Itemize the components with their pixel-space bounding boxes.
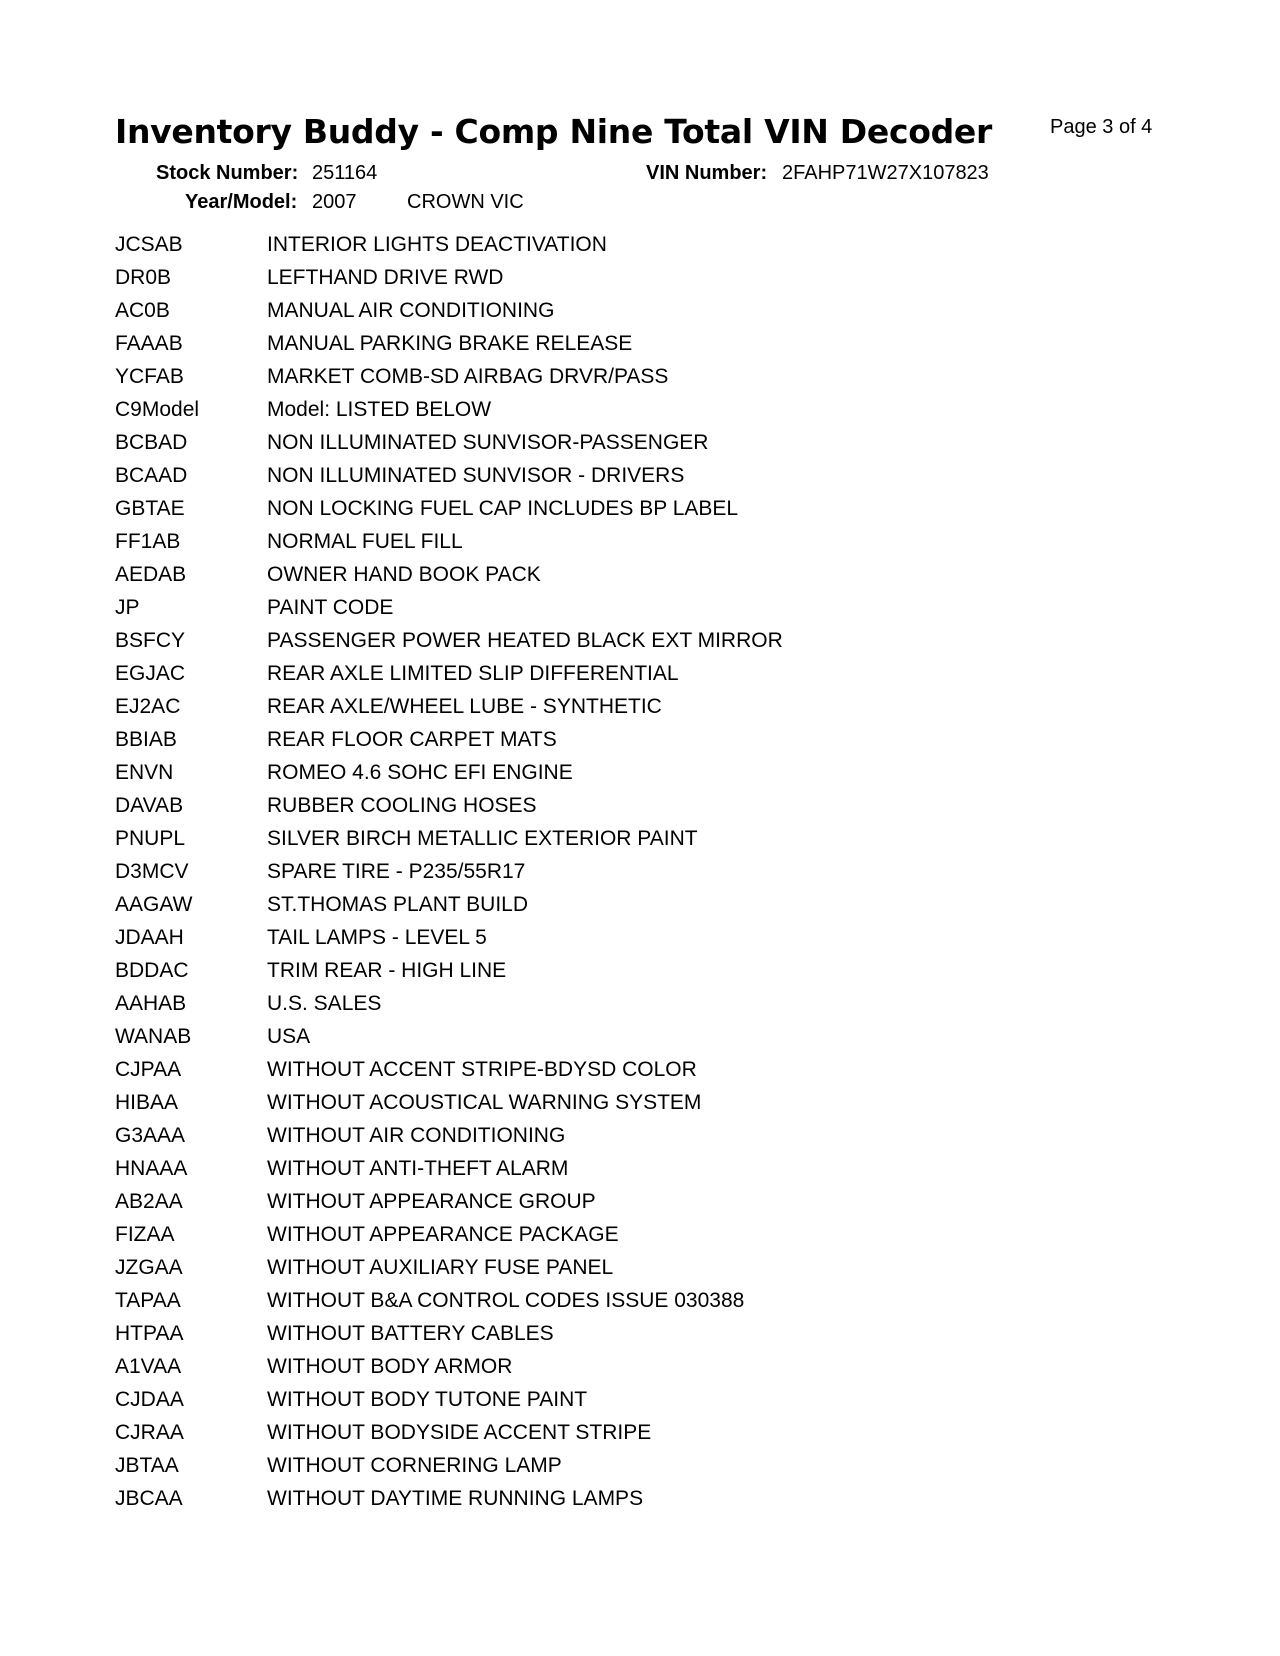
list-item bbox=[115, 723, 783, 756]
option-code: GBTAE bbox=[115, 496, 185, 520]
list-item bbox=[115, 1416, 783, 1449]
option-description: PAINT CODE bbox=[267, 595, 394, 619]
option-code: JCSAB bbox=[115, 232, 183, 256]
list-item bbox=[115, 888, 783, 921]
list-item bbox=[115, 459, 783, 492]
option-code: PNUPL bbox=[115, 826, 186, 850]
option-code: AC0B bbox=[115, 298, 170, 322]
option-code: WANAB bbox=[115, 1024, 192, 1048]
option-description: TRIM REAR - HIGH LINE bbox=[267, 958, 507, 982]
list-item bbox=[115, 1152, 783, 1185]
list-item bbox=[115, 1119, 783, 1152]
option-code: FF1AB bbox=[115, 529, 181, 553]
option-description: NON ILLUMINATED SUNVISOR - DRIVERS bbox=[267, 463, 685, 487]
option-description: WITHOUT BODYSIDE ACCENT STRIPE bbox=[267, 1420, 652, 1444]
list-item bbox=[115, 228, 783, 261]
list-item bbox=[115, 294, 783, 327]
option-code: C9Model bbox=[115, 397, 200, 421]
list-item bbox=[115, 1284, 783, 1317]
option-code-list bbox=[115, 228, 783, 1515]
option-description: OWNER HAND BOOK PACK bbox=[267, 562, 541, 586]
list-item bbox=[115, 558, 783, 591]
option-code: BCBAD bbox=[115, 430, 188, 454]
option-description: NON LOCKING FUEL CAP INCLUDES BP LABEL bbox=[267, 496, 739, 520]
option-code: HNAAA bbox=[115, 1156, 188, 1180]
option-description: REAR AXLE LIMITED SLIP DIFFERENTIAL bbox=[267, 661, 679, 685]
option-description: WITHOUT AIR CONDITIONING bbox=[267, 1123, 566, 1147]
list-item bbox=[115, 591, 783, 624]
list-item bbox=[115, 1020, 783, 1053]
option-code: JP bbox=[115, 595, 140, 619]
stock-number-value: 251164 bbox=[312, 162, 378, 184]
list-item bbox=[115, 1383, 783, 1416]
list-item bbox=[115, 756, 783, 789]
option-code: A1VAA bbox=[115, 1354, 182, 1378]
option-code: AAHAB bbox=[115, 991, 187, 1015]
list-item bbox=[115, 1086, 783, 1119]
option-code: HTPAA bbox=[115, 1321, 184, 1345]
year-value: 2007 bbox=[312, 191, 357, 213]
list-item bbox=[115, 1053, 783, 1086]
list-item bbox=[115, 1350, 783, 1383]
option-description: ST.THOMAS PLANT BUILD bbox=[267, 892, 529, 916]
option-description: TAIL LAMPS - LEVEL 5 bbox=[267, 925, 487, 949]
option-code: EGJAC bbox=[115, 661, 186, 685]
list-item bbox=[115, 987, 783, 1020]
option-description: NORMAL FUEL FILL bbox=[267, 529, 463, 553]
option-description: WITHOUT APPEARANCE PACKAGE bbox=[267, 1222, 619, 1246]
option-description: WITHOUT AUXILIARY FUSE PANEL bbox=[267, 1255, 614, 1279]
option-code: DAVAB bbox=[115, 793, 184, 817]
option-description: SILVER BIRCH METALLIC EXTERIOR PAINT bbox=[267, 826, 698, 850]
list-item bbox=[115, 360, 783, 393]
list-item bbox=[115, 1185, 783, 1218]
option-code: ENVN bbox=[115, 760, 174, 784]
option-description: LEFTHAND DRIVE RWD bbox=[267, 265, 504, 289]
option-description: WITHOUT ACCENT STRIPE-BDYSD COLOR bbox=[267, 1057, 697, 1081]
list-item bbox=[115, 393, 783, 426]
list-item bbox=[115, 261, 783, 294]
option-code: BBIAB bbox=[115, 727, 177, 751]
list-item bbox=[115, 327, 783, 360]
list-item bbox=[115, 690, 783, 723]
list-item bbox=[115, 426, 783, 459]
stock-number-label: Stock Number: bbox=[156, 162, 299, 184]
option-code: FAAAB bbox=[115, 331, 183, 355]
list-item bbox=[115, 624, 783, 657]
list-item bbox=[115, 855, 783, 888]
vin-value: 2FAHP71W27X107823 bbox=[782, 162, 989, 184]
option-description: WITHOUT ACOUSTICAL WARNING SYSTEM bbox=[267, 1090, 702, 1114]
option-code: BCAAD bbox=[115, 463, 188, 487]
option-code: AB2AA bbox=[115, 1189, 183, 1213]
option-description: WITHOUT BODY ARMOR bbox=[267, 1354, 513, 1378]
list-item bbox=[115, 525, 783, 558]
page-indicator: Page 3 of 4 bbox=[1050, 116, 1153, 138]
option-description: WITHOUT DAYTIME RUNNING LAMPS bbox=[267, 1486, 644, 1510]
list-item bbox=[115, 921, 783, 954]
option-description: NON ILLUMINATED SUNVISOR-PASSENGER bbox=[267, 430, 709, 454]
year-model-label: Year/Model: bbox=[185, 191, 298, 213]
option-description: WITHOUT B&A CONTROL CODES ISSUE 030388 bbox=[267, 1288, 745, 1312]
list-item bbox=[115, 1482, 783, 1515]
option-code: JDAAH bbox=[115, 925, 184, 949]
option-description: SPARE TIRE - P235/55R17 bbox=[267, 859, 526, 883]
option-description: PASSENGER POWER HEATED BLACK EXT MIRROR bbox=[267, 628, 783, 652]
list-item bbox=[115, 954, 783, 987]
option-description: REAR AXLE/WHEEL LUBE - SYNTHETIC bbox=[267, 694, 662, 718]
option-description: INTERIOR LIGHTS DEACTIVATION bbox=[267, 232, 607, 256]
option-code: CJRAA bbox=[115, 1420, 184, 1444]
option-code: AAGAW bbox=[115, 892, 193, 916]
option-description: MARKET COMB-SD AIRBAG DRVR/PASS bbox=[267, 364, 669, 388]
page-title: Inventory Buddy - Comp Nine Total VIN Decoder bbox=[115, 112, 992, 151]
option-description: WITHOUT BATTERY CABLES bbox=[267, 1321, 554, 1345]
option-code: D3MCV bbox=[115, 859, 189, 883]
option-description: MANUAL PARKING BRAKE RELEASE bbox=[267, 331, 633, 355]
list-item bbox=[115, 789, 783, 822]
option-description: WITHOUT BODY TUTONE PAINT bbox=[267, 1387, 588, 1411]
list-item bbox=[115, 1218, 783, 1251]
option-description: MANUAL AIR CONDITIONING bbox=[267, 298, 555, 322]
option-description: U.S. SALES bbox=[267, 991, 382, 1015]
option-code: AEDAB bbox=[115, 562, 187, 586]
vin-label: VIN Number: bbox=[646, 162, 768, 184]
option-code: HIBAA bbox=[115, 1090, 179, 1114]
list-item bbox=[115, 1317, 783, 1350]
option-code: BDDAC bbox=[115, 958, 189, 982]
list-item bbox=[115, 492, 783, 525]
list-item bbox=[115, 822, 783, 855]
option-code: CJPAA bbox=[115, 1057, 182, 1081]
list-item bbox=[115, 1449, 783, 1482]
option-description: WITHOUT ANTI-THEFT ALARM bbox=[267, 1156, 569, 1180]
option-code: CJDAA bbox=[115, 1387, 184, 1411]
option-description: WITHOUT CORNERING LAMP bbox=[267, 1453, 562, 1477]
model-value: CROWN VIC bbox=[407, 191, 524, 213]
list-item bbox=[115, 657, 783, 690]
option-code: JZGAA bbox=[115, 1255, 183, 1279]
option-code: EJ2AC bbox=[115, 694, 181, 718]
option-description: REAR FLOOR CARPET MATS bbox=[267, 727, 557, 751]
option-description: USA bbox=[267, 1024, 311, 1048]
option-code: FIZAA bbox=[115, 1222, 175, 1246]
option-code: BSFCY bbox=[115, 628, 186, 652]
option-description: WITHOUT APPEARANCE GROUP bbox=[267, 1189, 596, 1213]
option-code: JBTAA bbox=[115, 1453, 179, 1477]
option-code: TAPAA bbox=[115, 1288, 181, 1312]
option-code: G3AAA bbox=[115, 1123, 186, 1147]
list-item bbox=[115, 1251, 783, 1284]
option-code: YCFAB bbox=[115, 364, 184, 388]
option-code: JBCAA bbox=[115, 1486, 183, 1510]
option-code: DR0B bbox=[115, 265, 172, 289]
option-description: Model: LISTED BELOW bbox=[267, 397, 492, 421]
option-description: ROMEO 4.6 SOHC EFI ENGINE bbox=[267, 760, 573, 784]
option-description: RUBBER COOLING HOSES bbox=[267, 793, 537, 817]
